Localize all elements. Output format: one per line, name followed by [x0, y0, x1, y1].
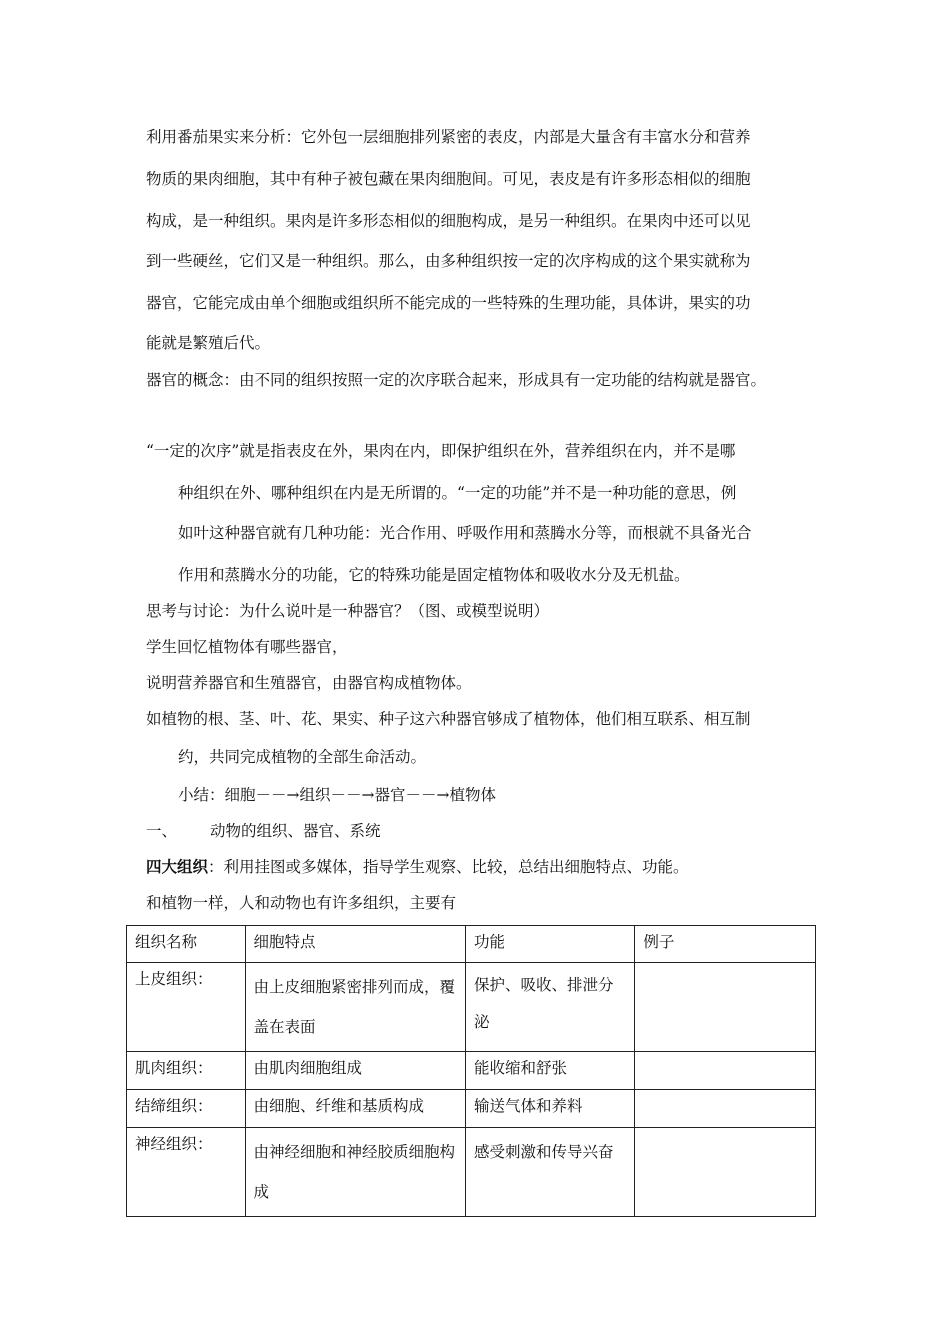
table-header-cell: 例子 [635, 926, 816, 963]
organs-line-1: 如植物的根、茎、叶、花、果实、种子这六种器官够成了植物体，他们相互联系、相互制 [146, 710, 751, 728]
table-header-row [127, 926, 816, 963]
intro-line-6: 能就是繁殖后代。 [146, 334, 271, 352]
explain-line-3: 如叶这种器官就有几种功能：光合作用、呼吸作用和蒸腾水分等，而根就不具备光合 [178, 524, 752, 542]
intro-line-2: 物质的果肉细胞，其中有种子被包藏在果肉细胞间。可见，表皮是有许多形态相似的细胞 [146, 170, 751, 188]
table-cell [635, 963, 816, 1052]
table-cell: 输送气体和养料 [465, 1090, 634, 1128]
organs-line-2: 约，共同完成植物的全部生命活动。 [178, 748, 427, 766]
table-cell: 由细胞、纤维和基质构成 [245, 1090, 465, 1128]
table-header-cell: 细胞特点 [245, 926, 465, 963]
intro-line-1: 利用番茄果实来分析：它外包一层细胞排列紧密的表皮，内部是大量含有丰富水分和营养 [146, 128, 751, 146]
explain-line-4: 作用和蒸腾水分的功能，它的特殊功能是固定植物体和吸收水分及无机盐。 [178, 566, 690, 584]
table-cell: 结缔组织： [127, 1090, 246, 1128]
table-cell: 由肌肉细胞组成 [245, 1052, 465, 1090]
four-tissues-label: 四大组织 [146, 857, 209, 876]
table-cell [635, 1052, 816, 1090]
intro-line-4: 到一些硬丝，它们又是一种组织。那么，由多种组织按一定的次序构成的这个果实就称为 [146, 252, 751, 270]
table-cell: 感受刺激和传导兴奋 [465, 1128, 634, 1217]
table-cell: 保护、吸收、排泄分泌 [465, 963, 634, 1052]
table-header-cell: 组织名称 [127, 926, 246, 963]
table-cell: 肌肉组织： [127, 1052, 246, 1090]
think-discuss: 思考与讨论：为什么说叶是一种器官？（图、或模型说明） [146, 602, 550, 620]
explain-line-2: 种组织在外、哪种组织在内是无所谓的。“一定的功能”并不是一种功能的意思，例 [178, 484, 737, 502]
section-number: 一、 [146, 822, 178, 840]
table-row [127, 1128, 816, 1217]
intro-line-5: 器官，它能完成由单个细胞或组织所不能完成的一些特殊的生理功能，具体讲，果实的功 [146, 294, 751, 312]
tissue-table [126, 925, 816, 1217]
table-cell [635, 1090, 816, 1128]
table-cell [635, 1128, 816, 1217]
explain2-line: 说明营养器官和生殖器官，由器官构成植物体。 [146, 674, 472, 692]
organ-concept: 器官的概念：由不同的组织按照一定的次序联合起来，形成具有一定功能的结构就是器官。 [146, 371, 767, 389]
table-row [127, 963, 816, 1052]
summary-line: 小结：细胞－－→组织－－→器官－－→植物体 [178, 786, 496, 804]
table-cell: 上皮组织： [127, 963, 246, 1052]
table-cell: 由上皮细胞紧密排列而成，覆盖在表面 [245, 963, 465, 1052]
table-row [127, 1090, 816, 1128]
animals-line: 和植物一样，人和动物也有许多组织，主要有 [146, 894, 457, 912]
table-row [127, 1052, 816, 1090]
intro-line-3: 构成，是一种组织。果肉是许多形态相似的细胞构成，是另一种组织。在果肉中还可以见 [146, 212, 751, 230]
table-cell: 由神经细胞和神经胶质细胞构成 [245, 1128, 465, 1217]
explain-line-1: “一定的次序”就是指表皮在外，果肉在内，即保护组织在外，营养组织在内，并不是哪 [146, 442, 736, 460]
table-cell: 神经组织： [127, 1128, 246, 1217]
recall-line: 学生回忆植物体有哪些器官， [146, 638, 348, 656]
table-header-cell: 功能 [465, 926, 634, 963]
four-tissues-line [146, 857, 689, 877]
section-title: 动物的组织、器官、系统 [210, 822, 381, 840]
four-tissues-text: ：利用挂图或多媒体，指导学生观察、比较，总结出细胞特点、功能。 [208, 858, 689, 876]
table-cell: 能收缩和舒张 [465, 1052, 634, 1090]
